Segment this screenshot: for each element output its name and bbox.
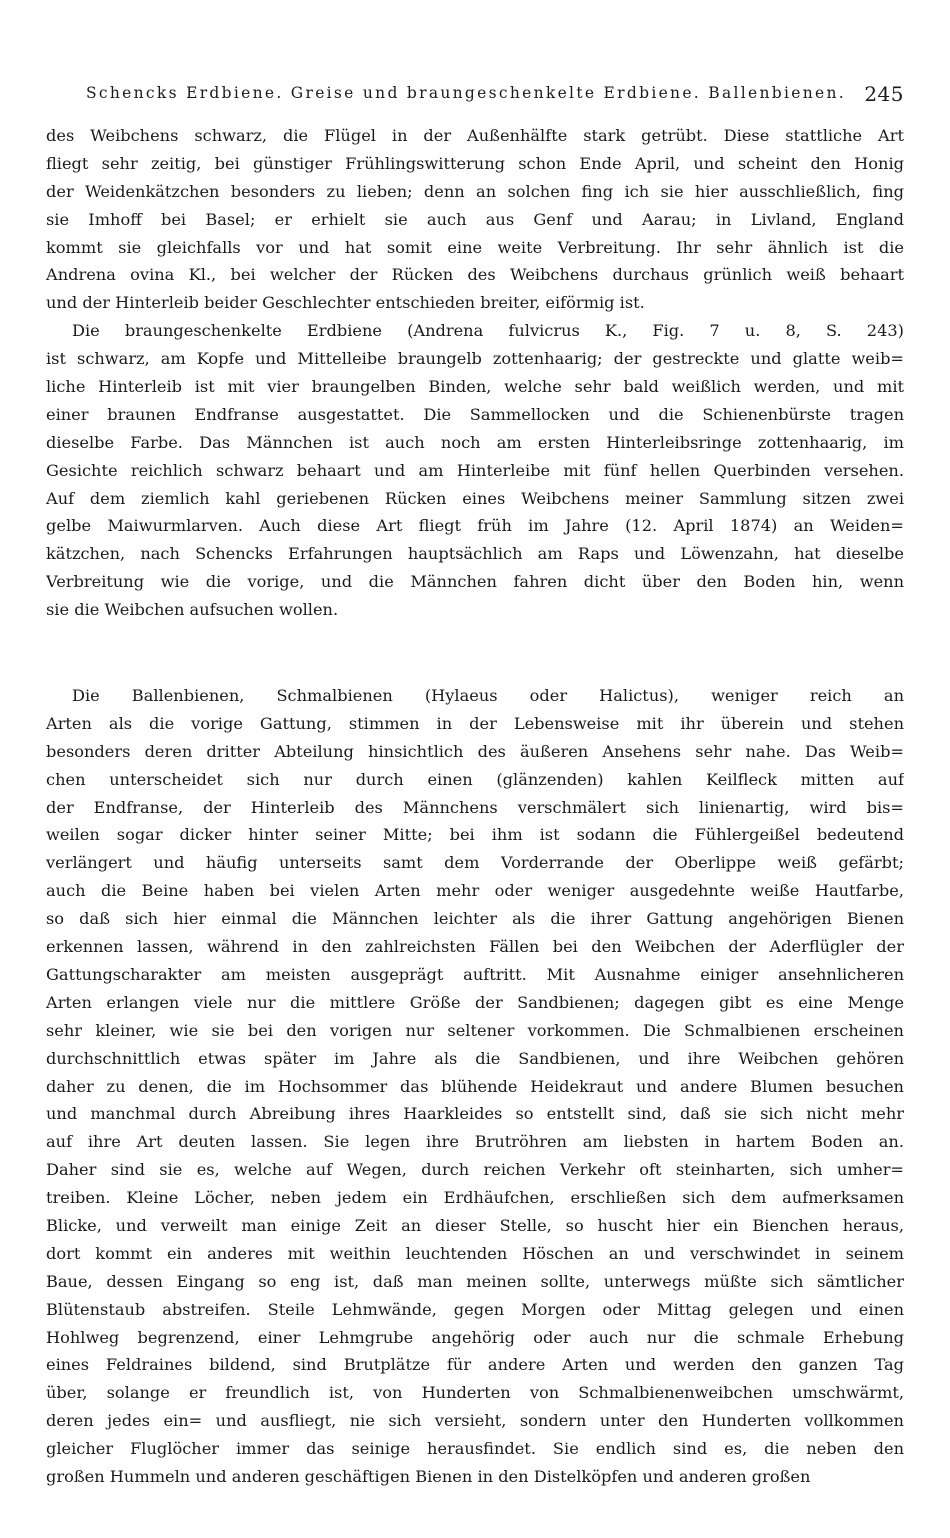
text-line: Blicke, und verweilt man einige Zeit an dieser Stelle, so huscht hier ein Bienchen heraus, (46, 1215, 904, 1235)
text-line: Hohlweg begrenzend, einer Lehmgrube angehörig oder auch nur die schmale Erhebung (46, 1327, 904, 1347)
text-line: deren jedes ein= und ausfliegt, nie sich versieht, sondern unter den Hunderten vollkommen (46, 1411, 904, 1431)
text-line: der Weidenkätzchen besonders zu lieben; denn an solchen fing ich sie hier ausschließlich, fing (46, 181, 904, 201)
text-line: erkennen lassen, während in den zahlreichsten Fällen bei den Weibchen der Aderflügler der (46, 937, 904, 957)
text-line: Die Ballenbienen, Schmalbienen (Hylaeus oder Halictus), weniger reich an (72, 686, 904, 706)
text-line: ist schwarz, am Kopfe und Mittelleibe braungelb zottenhaarig; der gestreckte und glatte weib= (46, 349, 904, 369)
text-line: einer braunen Endfranse ausgestattet. Die Sammellocken und die Schienenbürste tragen (46, 404, 904, 424)
text-line: über, solange er freundlich ist, von Hunderten von Schmalbienenweibchen umschwärmt, (46, 1383, 904, 1403)
text-line: Verbreitung wie die vorige, und die Männchen fahren dicht über den Boden hin, wenn (46, 572, 904, 592)
text-line: Baue, dessen Eingang so eng ist, daß man meinen sollte, unterwegs müßte sich sämtlicher (46, 1271, 904, 1291)
text-line: auch die Beine haben bei vielen Arten mehr oder weniger ausgedehnte weiße Hautfarbe, (46, 881, 904, 901)
text-line: auf ihre Art deuten lassen. Sie legen ihre Brutröhren am liebsten in hartem Boden an. (46, 1132, 904, 1152)
text-line: eines Feldraines bildend, sind Brutplätze für andere Arten und werden den ganzen Tag (46, 1355, 904, 1375)
text-line: Arten erlangen viele nur die mittlere Größe der Sandbienen; dagegen gibt es eine Menge (46, 992, 904, 1012)
text-line: der Endfranse, der Hinterleib des Männchens verschmälert sich linienartig, wird bis= (46, 797, 904, 817)
paragraph (46, 317, 904, 624)
text-line: weilen sogar dicker hinter seiner Mitte; bei ihm ist sodann die Fühlergeißel bedeutend (46, 825, 904, 845)
text-line: sie Imhoff bei Basel; er erhielt sie auch aus Genf und Aarau; in Livland, England (46, 209, 904, 229)
text-line: gleicher Fluglöcher immer das seinige herausfindet. Sie endlich sind es, die neben den (46, 1439, 904, 1459)
paragraph (46, 682, 904, 1491)
text-line: liche Hinterleib ist mit vier braungelben Binden, welche sehr bald weißlich werden, und mit (46, 377, 904, 397)
text-line: und manchmal durch Abreibung ihres Haarkleides so entstellt sind, daß sie sich nicht mehr (46, 1104, 904, 1124)
text-line: großen Hummeln und anderen geschäftigen Bienen in den Distelköpfen und anderen großen (46, 1466, 811, 1486)
text-line: und der Hinterleib beider Geschlechter entschieden breiter, eiförmig ist. (46, 293, 645, 313)
text-line: Auf dem ziemlich kahl geriebenen Rücken eines Weibchens meiner Sammlung sitzen zwei (46, 488, 904, 508)
text-line: kommt sie gleichfalls vor und hat somit eine weite Verbreitung. Ihr sehr ähnlich ist die (46, 237, 904, 257)
text-line: verlängert und häufig unterseits samt dem Vorderrande der Oberlippe weiß gefärbt; (46, 853, 904, 873)
text-line: Andrena ovina Kl., bei welcher der Rücken des Weibchens durchaus grünlich weiß behaart (46, 265, 904, 285)
text-line: dort kommt ein anderes mit weithin leuchtenden Höschen an und verschwindet in seinem (46, 1243, 904, 1263)
paragraph (46, 122, 904, 317)
text-line: dieselbe Farbe. Das Männchen ist auch noch am ersten Hinterleibsringe zottenhaarig, im (46, 432, 904, 452)
text-line: besonders deren dritter Abteilung hinsichtlich des äußeren Ansehens sehr nahe. Das Weib= (46, 741, 904, 761)
text-line: sie die Weibchen aufsuchen wollen. (46, 600, 339, 620)
text-line: so daß sich hier einmal die Männchen leichter als die ihrer Gattung angehörigen Bienen (46, 909, 904, 929)
text-line: Die braungeschenkelte Erdbiene (Andrena fulvicrus K., Fig. 7 u. 8, S. 243) (72, 321, 904, 341)
text-line: chen unterscheidet sich nur durch einen (glänzenden) kahlen Keilfleck mitten auf (46, 769, 904, 789)
text-line: kätzchen, nach Schencks Erfahrungen hauptsächlich am Raps und Löwenzahn, hat dieselbe (46, 544, 904, 564)
text-line: durchschnittlich etwas später im Jahre als die Sandbienen, und ihre Weibchen gehören (46, 1048, 904, 1068)
text-line: sehr kleiner, wie sie bei den vorigen nur seltener vorkommen. Die Schmalbienen erscheinen (46, 1020, 904, 1040)
text-line: des Weibchens schwarz, die Flügel in der Außenhälfte stark getrübt. Diese stattliche Art (46, 126, 904, 145)
text-line: treiben. Kleine Löcher, neben jedem ein Erdhäufchen, erschließen sich dem aufmerksamen (46, 1188, 904, 1208)
section-gap (46, 624, 904, 682)
text-line: Daher sind sie es, welche auf Wegen, durch reichen Verkehr oft steinharten, sich umher= (46, 1160, 904, 1180)
text-line: fliegt sehr zeitig, bei günstiger Frühlingswitterung schon Ende April, und scheint den Honig (46, 153, 904, 173)
text-line: daher zu denen, die im Hochsommer das blühende Heidekraut und andere Blumen besuchen (46, 1076, 904, 1096)
text-line: Gattungscharakter am meisten ausgeprägt auftritt. Mit Ausnahme einiger ansehnlicheren (46, 964, 904, 984)
text-line: Arten als die vorige Gattung, stimmen in der Lebensweise mit ihr überein und stehen (46, 713, 904, 733)
running-title: Schencks Erdbiene. Greise und braungeschenkelte Erdbiene. Ballenbienen. (86, 84, 846, 102)
text-line: gelbe Maiwurmlarven. Auch diese Art fliegt früh im Jahre (12. April 1874) an Weiden= (46, 516, 904, 536)
text-line: Blütenstaub abstreifen. Steile Lehmwände, gegen Morgen oder Mittag gelegen und einen (46, 1299, 904, 1319)
body-text (46, 122, 904, 1491)
page-header (46, 82, 904, 112)
page-number: 245 (864, 82, 904, 106)
text-line: Gesichte reichlich schwarz behaart und am Hinterleibe mit fünf hellen Querbinden versehen. (46, 460, 904, 480)
